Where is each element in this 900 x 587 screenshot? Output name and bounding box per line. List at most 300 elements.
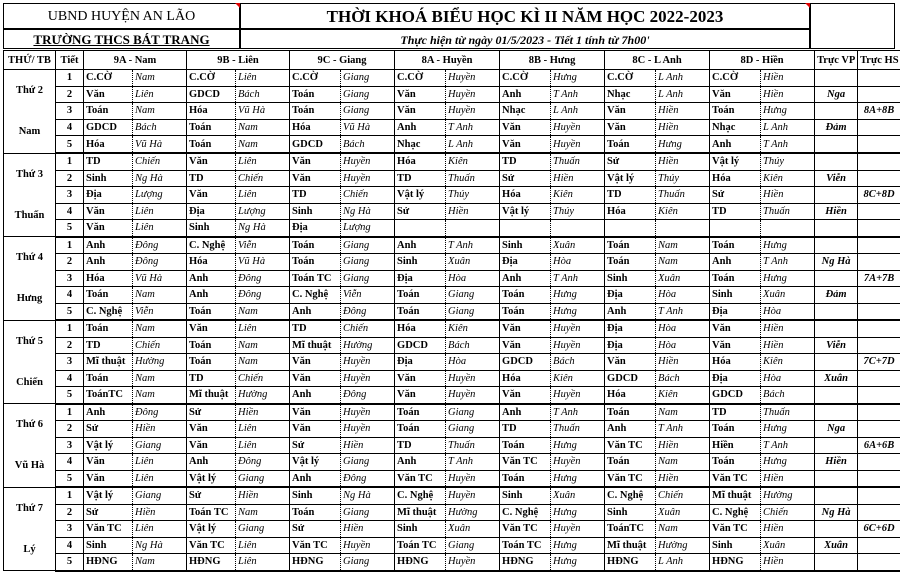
period-number: 4 [56,370,84,387]
period-number: 5 [56,136,84,153]
teacher-cell: Viễn [133,303,187,320]
teacher-cell: Xuân [656,270,710,287]
subject-cell [500,220,551,237]
col-header-class: 8A - Huyền [395,51,500,70]
teacher-cell: Đông [133,237,187,254]
period-number: 2 [56,504,84,521]
subject-cell: GDCD [187,86,236,103]
teacher-cell: Nam [236,136,290,153]
teacher-cell: Hiền [761,337,815,354]
teacher-cell: Huyền [341,404,395,421]
subject-cell: Anh [500,404,551,421]
teacher-cell: Hiền [761,320,815,337]
teacher-cell: Nam [656,237,710,254]
teacher-cell: Huyền [341,537,395,554]
subject-cell: Địa [290,220,341,237]
subject-cell: Sinh [500,237,551,254]
subject-cell: Vật lý [187,470,236,487]
subject-cell: Hóa [710,170,761,187]
subject-cell: Sử [84,421,133,438]
teacher-cell: Hưng [551,70,605,87]
period-number: 4 [56,454,84,471]
teacher-cell: Lượng [236,203,290,220]
subject-cell: Văn [290,421,341,438]
table-row [4,554,900,571]
teacher-cell: Thúy [656,170,710,187]
period-number: 5 [56,387,84,404]
day-label: Thứ 3 [15,168,44,180]
teacher-cell: Hiền [133,504,187,521]
duty-hs-cell [858,153,900,170]
subject-cell: HĐNG [395,554,446,571]
subject-cell: Toán [395,287,446,304]
teacher-cell: Thúy [446,187,500,204]
duty-hs-cell [858,136,900,153]
duty-vp-cell [815,153,858,170]
teacher-cell: Hiền [133,421,187,438]
teacher-cell: Kiên [656,203,710,220]
subject-cell: Hiền [710,437,761,454]
subject-cell: C. Nghệ [395,487,446,504]
teacher-cell: Hiền [236,487,290,504]
subject-cell: TD [290,187,341,204]
subject-cell: Văn [84,220,133,237]
subject-cell: TD [605,187,656,204]
teacher-cell: Hưng [761,237,815,254]
timetable [3,50,900,572]
table-row [4,421,900,438]
teacher-cell: Xuân [656,504,710,521]
subject-cell: Anh [187,454,236,471]
teacher-cell: Hòa [656,287,710,304]
duty-hs-cell [858,487,900,504]
teacher-cell: Giang [341,270,395,287]
teacher-cell [446,220,500,237]
teacher-cell: T Anh [446,454,500,471]
teacher-cell: Huyền [341,354,395,371]
subject-cell: Hóa [605,203,656,220]
teacher-cell: Chiến [236,170,290,187]
subject-cell: C.CỜ [605,70,656,87]
subject-cell: Sinh [290,203,341,220]
teacher-cell: Huyền [341,153,395,170]
table-row [4,170,900,187]
teacher-cell: Nam [133,103,187,120]
subject-cell: Anh [395,119,446,136]
subject-cell: Văn [500,136,551,153]
subject-cell: Toán [84,320,133,337]
teacher-cell: Huyền [551,136,605,153]
duty-hs-cell [858,554,900,571]
subject-cell: Anh [710,136,761,153]
subject-cell: Anh [84,237,133,254]
subject-cell [605,220,656,237]
teacher-cell: Huyền [446,554,500,571]
table-row [4,136,900,153]
subject-cell: Sử [710,187,761,204]
subject-cell: Địa [605,337,656,354]
subject-cell: Anh [290,303,341,320]
school-name [3,29,240,49]
page-subtitle: Thực hiện từ ngày 01/5/2023 - Tiết 1 tính từ 7h00' [240,29,810,49]
day-label: Thứ 4 [15,252,44,264]
teacher-cell: Hiền [446,203,500,220]
subject-cell: Văn [290,370,341,387]
day-cell [4,70,56,154]
teacher-cell: T Anh [551,270,605,287]
teacher-cell: L Anh [761,119,815,136]
subject-cell: Hóa [500,187,551,204]
table-row [4,153,900,170]
subject-cell: Toán [710,421,761,438]
subject-cell: Địa [500,254,551,271]
teacher-cell: Chiến [341,320,395,337]
table-row [4,487,900,504]
day-cell-content [4,404,55,487]
subject-cell: Văn TC [395,470,446,487]
subject-cell: Toán [395,404,446,421]
teacher-cell: Lượng [341,220,395,237]
subject-cell: Toán [84,287,133,304]
subject-cell: HĐNG [500,554,551,571]
subject-cell: Mĩ thuật [290,337,341,354]
duty-vp-cell [815,320,858,337]
subject-cell: Văn [710,320,761,337]
subject-cell: Nhạc [605,86,656,103]
teacher-cell: Giang [446,404,500,421]
teacher-cell: T Anh [761,136,815,153]
teacher-cell: Liên [236,320,290,337]
teacher-cell: Thuấn [551,421,605,438]
subject-cell: Hóa [84,270,133,287]
duty-hs-cell [858,220,900,237]
teacher-cell: Vũ Hà [236,103,290,120]
teacher-cell: Đông [341,470,395,487]
subject-cell: Toán [84,103,133,120]
table-row [4,537,900,554]
period-number: 5 [56,554,84,571]
teacher-cell: Hiền [341,437,395,454]
subject-cell: Địa [187,203,236,220]
day-cell [4,237,56,321]
subject-cell: C. Nghệ [605,487,656,504]
subject-cell: Hóa [187,103,236,120]
duty-hs-cell: 6A+6B [858,437,900,454]
subject-cell: Toán [290,254,341,271]
subject-cell: C.CỜ [290,70,341,87]
teacher-cell: Hòa [656,320,710,337]
teacher-cell: Xuân [761,287,815,304]
subject-cell: Toán TC [500,537,551,554]
subject-cell: Anh [605,303,656,320]
teacher-cell: Đông [341,387,395,404]
teacher-cell: Giang [341,254,395,271]
teacher-cell: Bách [761,387,815,404]
teacher-cell: Vũ Hà [341,119,395,136]
table-row [4,287,900,304]
teacher-cell: Thúy [761,153,815,170]
subject-cell: C.CỜ [710,70,761,87]
teacher-cell: Hưng [551,470,605,487]
duty-hs-cell [858,537,900,554]
teacher-cell: Chiến [761,504,815,521]
subject-cell: Toán [605,404,656,421]
teacher-cell: Thuấn [551,153,605,170]
teacher-cell: Bách [341,136,395,153]
teacher-cell: Giang [446,421,500,438]
col-header-class: 9B - Liên [187,51,290,70]
table-row [4,303,900,320]
teacher-cell: Nam [133,287,187,304]
subject-cell: Toán [500,303,551,320]
subject-cell: Địa [395,354,446,371]
subject-cell: Toán [500,437,551,454]
teacher-cell: Huyền [341,370,395,387]
subject-cell: C. Nghệ [84,303,133,320]
teacher-cell: Vũ Hà [133,136,187,153]
subject-cell: HĐNG [187,554,236,571]
subject-cell: Văn TC [500,454,551,471]
teacher-cell: Nam [133,70,187,87]
subject-cell: Văn TC [710,470,761,487]
teacher-cell: Hiền [341,521,395,538]
teacher-cell: T Anh [656,303,710,320]
subject-cell: C.CỜ [395,70,446,87]
duty-hs-cell: 8A+8B [858,103,900,120]
duty-vp-cell [815,521,858,538]
period-number: 2 [56,337,84,354]
subject-cell: Văn [395,387,446,404]
subject-cell: Vật lý [84,437,133,454]
duty-vp-cell [815,220,858,237]
subject-cell: Nhạc [710,119,761,136]
teacher-cell: Hiền [656,437,710,454]
subject-cell: Toán [187,119,236,136]
subject-cell: Toán [290,504,341,521]
teacher-cell: Viễn [236,237,290,254]
teacher-cell: Liên [133,521,187,538]
subject-cell: C.CỜ [84,70,133,87]
teacher-cell: Hiền [761,86,815,103]
day-label: Thứ 5 [15,335,44,347]
table-row [4,404,900,421]
duty-vp-cell: Xuân [815,370,858,387]
teacher-cell: Ng Hà [236,220,290,237]
col-header-class: 8C - L Anh [605,51,710,70]
subject-cell: Hóa [710,354,761,371]
subject-cell: Toán [187,354,236,371]
subject-cell: Văn [290,170,341,187]
subject-cell: Toán [290,86,341,103]
duty-hs-cell [858,119,900,136]
table-row [4,119,900,136]
table-row [4,70,900,87]
teacher-cell: Giang [236,470,290,487]
subject-cell: Sử [290,521,341,538]
subject-cell: Vật lý [395,187,446,204]
teacher-cell [761,220,815,237]
teacher-cell: Bách [551,354,605,371]
subject-cell: GDCD [710,387,761,404]
teacher-cell: L Anh [656,70,710,87]
duty-hs-cell [858,404,900,421]
duty-vp-cell [815,270,858,287]
teacher-cell: Huyền [551,320,605,337]
col-header-duty-vp: Trực VP [815,51,858,70]
teacher-cell: Huyền [551,337,605,354]
day-leader: Chiến [16,376,43,388]
teacher-cell: Liên [236,554,290,571]
teacher-cell: Giang [236,521,290,538]
teacher-cell: Hiền [761,554,815,571]
teacher-cell: Nam [236,119,290,136]
teacher-cell: Giang [446,303,500,320]
teacher-cell: Hưng [551,437,605,454]
subject-cell: TD [187,170,236,187]
teacher-cell: Xuân [551,237,605,254]
subject-cell: TD [710,404,761,421]
col-header-class: 9C - Giang [290,51,395,70]
subject-cell: HĐNG [84,554,133,571]
subject-cell: Sử [500,170,551,187]
teacher-cell: Giang [341,554,395,571]
subject-cell: Văn [187,421,236,438]
subject-cell: Mĩ thuật [395,504,446,521]
day-cell-content [4,237,55,320]
period-number: 1 [56,487,84,504]
subject-cell: Toán [500,470,551,487]
table-row [4,203,900,220]
teacher-cell: Chiến [341,187,395,204]
teacher-cell: Chiến [656,487,710,504]
period-number: 1 [56,70,84,87]
duty-vp-cell [815,404,858,421]
duty-hs-cell: 6C+6D [858,521,900,538]
subject-cell: Địa [605,287,656,304]
subject-cell: Văn [290,153,341,170]
subject-cell: Toán [500,287,551,304]
teacher-cell: Hiền [656,354,710,371]
day-leader: Thuấn [14,209,45,221]
subject-cell: Địa [710,303,761,320]
teacher-cell: Nam [656,454,710,471]
day-cell [4,487,56,571]
duty-hs-cell [858,86,900,103]
day-cell-content [4,321,55,404]
teacher-cell: T Anh [656,421,710,438]
teacher-cell: Liên [236,537,290,554]
subject-cell: TD [395,170,446,187]
teacher-cell: Hường [133,354,187,371]
teacher-cell: Giang [133,487,187,504]
teacher-cell: Huyền [551,387,605,404]
table-row [4,470,900,487]
subject-cell: Anh [710,254,761,271]
teacher-cell: Liên [133,220,187,237]
subject-cell: Văn [290,354,341,371]
teacher-cell: Vũ Hà [133,270,187,287]
teacher-cell: Xuân [446,254,500,271]
table-row [4,437,900,454]
duty-vp-cell: Nga [815,421,858,438]
duty-hs-cell: 7A+7B [858,270,900,287]
duty-vp-cell [815,70,858,87]
subject-cell: Toán [187,337,236,354]
subject-cell: Văn TC [605,470,656,487]
teacher-cell: Hòa [761,303,815,320]
subject-cell: Toán [605,136,656,153]
period-number: 1 [56,237,84,254]
subject-cell: Văn [395,103,446,120]
teacher-cell: Ng Hà [341,203,395,220]
duty-vp-cell: Đảm [815,119,858,136]
table-row [4,270,900,287]
subject-cell: Vật lý [84,487,133,504]
teacher-cell: Hưng [551,504,605,521]
period-number: 4 [56,287,84,304]
teacher-cell: Hiền [761,521,815,538]
subject-cell: Mĩ thuật [84,354,133,371]
subject-cell: Văn [84,470,133,487]
subject-cell: Anh [605,421,656,438]
teacher-cell: Đông [341,303,395,320]
teacher-cell: Huyền [551,119,605,136]
duty-vp-cell [815,354,858,371]
subject-cell: C. Nghệ [500,504,551,521]
period-number: 3 [56,354,84,371]
subject-cell: Hóa [395,320,446,337]
col-header-day: THỨ/ TB [4,51,56,70]
teacher-cell: Hưng [551,537,605,554]
col-header-period: Tiết [56,51,84,70]
teacher-cell: Kiên [761,170,815,187]
subject-cell: Toán TC [395,537,446,554]
teacher-cell: Huyền [446,370,500,387]
period-number: 1 [56,153,84,170]
teacher-cell: Hưng [761,270,815,287]
teacher-cell: Bách [236,86,290,103]
subject-cell: Văn TC [500,521,551,538]
teacher-cell: Kiên [446,320,500,337]
subject-cell: Địa [710,370,761,387]
teacher-cell: Giang [341,103,395,120]
subject-cell: TD [395,437,446,454]
teacher-cell: Kiên [551,370,605,387]
teacher-cell: Chiến [133,153,187,170]
teacher-cell: Hòa [446,354,500,371]
teacher-cell: Giang [341,454,395,471]
period-number: 5 [56,220,84,237]
subject-cell: HĐNG [710,554,761,571]
teacher-cell: L Anh [551,103,605,120]
duty-vp-cell: Đảm [815,287,858,304]
subject-cell: TD [500,153,551,170]
teacher-cell: Thuấn [446,170,500,187]
subject-cell: Toán [710,454,761,471]
teacher-cell: Liên [236,153,290,170]
table-row [4,320,900,337]
col-header-duty-hs: Trực HS [858,51,900,70]
subject-cell: C.CỜ [500,70,551,87]
duty-vp-cell [815,387,858,404]
subject-cell: Văn [500,320,551,337]
day-label: Thứ 6 [15,419,44,431]
teacher-cell: Hiền [236,404,290,421]
teacher-cell [551,220,605,237]
table-row [4,504,900,521]
period-number: 1 [56,404,84,421]
day-cell-content [4,488,55,571]
